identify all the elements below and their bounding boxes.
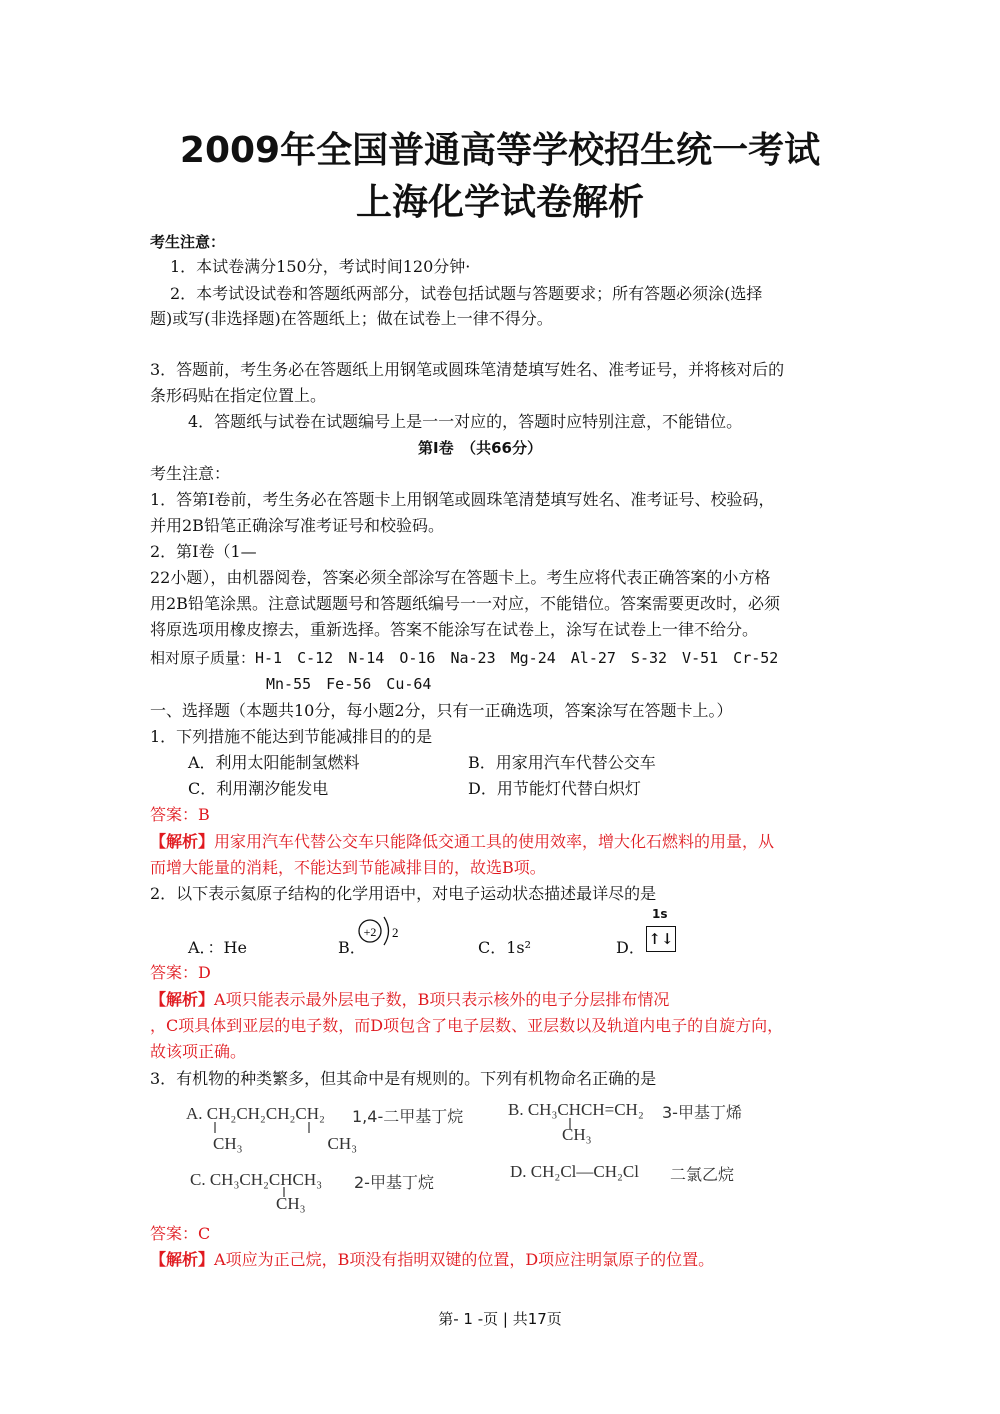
q2-analysis-text: A项只能表示最外层电子数，B项只表示核外的电子分层排布情况: [214, 990, 670, 1009]
q1-analysis-tag: 【解析】: [150, 832, 215, 851]
section1-notice-2d: 将原选项用橡皮擦去，重新选择。答案不能涂写在试卷上，涂写在试卷上一律不给分。: [150, 620, 759, 639]
section1-heading: 第Ⅰ卷 （共66分）: [418, 439, 542, 457]
q2-option-a: A．：He: [188, 938, 247, 957]
q3-option-d-formula: D. CH₂Cl—CH₂Cl: [510, 1162, 639, 1181]
q1-answer: 答案：B: [150, 805, 210, 824]
q1-option-c: C．利用潮汐能发电: [188, 779, 329, 798]
q1-option-b: B．用家用汽车代替公交车: [468, 753, 656, 772]
atom-shell-electrons: 2: [392, 925, 399, 940]
q1-option-a: A．利用太阳能制氢燃料: [188, 753, 360, 772]
q3-option-a-branches: CH₃ CH₃: [213, 1134, 358, 1153]
q3-option-c-formula: C. CH₃CH₂CHCH₃: [190, 1170, 323, 1189]
q1-stem: 1．下列措施不能达到节能减排目的的是: [150, 727, 433, 746]
notice-item-3b: 条形码贴在指定位置上。: [150, 386, 327, 405]
q3-analysis-text: A项应为正己烷，B项没有指明双键的位置，D项应注明氯原子的位置。: [214, 1250, 715, 1269]
q3-option-b-branch: CH₃: [562, 1125, 592, 1144]
q2-option-b: B．: [338, 938, 366, 957]
q3-analysis-tag: 【解析】: [150, 1250, 215, 1269]
q3-stem: 3．有机物的种类繁多，但其命中是有规则的。下列有机物命名正确的是: [150, 1069, 657, 1088]
atomic-masses-line2: Mn-55 Fe-56 Cu-64: [266, 675, 432, 693]
notice-item-3a: 3．答题前，考生务必在答题纸上用钢笔或圆珠笔清楚填写姓名、准考证号，并将核对后的: [150, 360, 785, 379]
q3-option-b-bond: [560, 1116, 580, 1130]
q3-option-c-name: 2-甲基丁烷: [354, 1173, 434, 1192]
notice-item-2b: 题)或写(非选择题)在答题纸上；做在试卷上一律不得分。: [150, 309, 553, 328]
q2-analysis-tag: 【解析】: [150, 990, 215, 1009]
section1-notice-1a: 1．答第Ⅰ卷前，考生务必在答题卡上用钢笔或圆珠笔清楚填写姓名、准考证号、校验码，: [150, 490, 775, 509]
q2-analysis-line1: [150, 988, 669, 1012]
notice-item-1: 1．本试卷满分150分，考试时间120分钟·: [170, 257, 471, 276]
q3-option-d-name: 二氯乙烷: [670, 1165, 735, 1184]
atomic-masses-line1: 相对原子质量：H-1 C-12 N-14 O-16 Na-23 Mg-24 Al-27 S-32 V-51 Cr-52: [150, 649, 779, 667]
doc-title-line2: 上海化学试卷解析: [355, 182, 644, 223]
q1-option-d: D．用节能灯代替白炽灯: [468, 779, 641, 798]
q2-stem: 2．以下表示氦原子结构的化学用语中，对电子运动状态描述最详尽的是: [150, 884, 657, 903]
section1-notice-2c: 用2B铅笔涂黑。注意试题题号和答题纸编号一一对应，不能错位。答案需要更改时，必须: [150, 594, 780, 613]
section1-notice-heading: 考生注意：: [150, 464, 231, 483]
q2-answer: 答案：D: [150, 963, 211, 982]
q1-analysis-line2: 而增大能量的消耗，不能达到节能减排目的，故选B项。: [150, 858, 546, 877]
q3-analysis-line1: [150, 1248, 714, 1272]
q3-option-c-branch: CH₃: [276, 1194, 306, 1213]
q2-analysis-line3: 故该项正确。: [150, 1042, 247, 1061]
orbital-label: 1s: [652, 907, 668, 921]
doc-title-line1: 2009年全国普通高等学校招生统一考试: [179, 130, 821, 171]
q3-option-b-name: 3-甲基丁烯: [662, 1103, 742, 1122]
q1-analysis-text: 用家用汽车代替公交车只能降低交通工具的使用效率，增大化石燃料的用量，从: [214, 832, 775, 851]
notice-item-2a: 2．本考试设试卷和答题纸两部分，试卷包括试题与答题要求；所有答题必须涂(选择: [170, 284, 763, 303]
orbital-box-icon: ↑↓: [646, 926, 676, 952]
q3-option-a-formula: A. CH₂CH₂CH₂CH₂: [186, 1104, 325, 1123]
notice-heading: 考生注意：: [150, 233, 226, 251]
q2-option-d: D．: [616, 938, 645, 957]
q3-option-a-bonds: [208, 1120, 328, 1134]
q3-option-c-bond: [274, 1186, 294, 1198]
part1-heading: 一、选择题（本题共10分，每小题2分，只有一正确选项，答案涂写在答题卡上。）: [150, 701, 733, 720]
notice-item-4: 4．答题纸与试卷在试题编号上是一一对应的，答题时应特别注意，不能错位。: [188, 412, 743, 431]
section1-notice-2a: 2．第Ⅰ卷（1—: [150, 542, 257, 561]
atom-nucleus-label: +2: [363, 925, 377, 939]
section1-notice-2b: 22小题），由机器阅卷，答案必须全部涂写在答题卡上。考生应将代表正确答案的小方格: [150, 568, 771, 587]
q2-option-c: C．1s²: [478, 938, 532, 957]
q3-answer: 答案：C: [150, 1224, 211, 1243]
q1-analysis-line1: [150, 830, 774, 854]
q3-option-b-formula: B. CH₃CHCH=CH₂: [508, 1100, 644, 1119]
atom-structure-icon: [356, 912, 408, 950]
q2-analysis-line2: ，C项具体到亚层的电子数，而D项包含了电子层数、亚层数以及轨道内电子的自旋方向，: [150, 1016, 784, 1035]
q3-option-a-name: 1,4-二甲基丁烷: [352, 1107, 464, 1126]
section1-notice-1b: 并用2B铅笔正确涂写准考证号和校验码。: [150, 516, 444, 535]
page-footer: 第- 1 -页 | 共17页: [438, 1310, 562, 1328]
